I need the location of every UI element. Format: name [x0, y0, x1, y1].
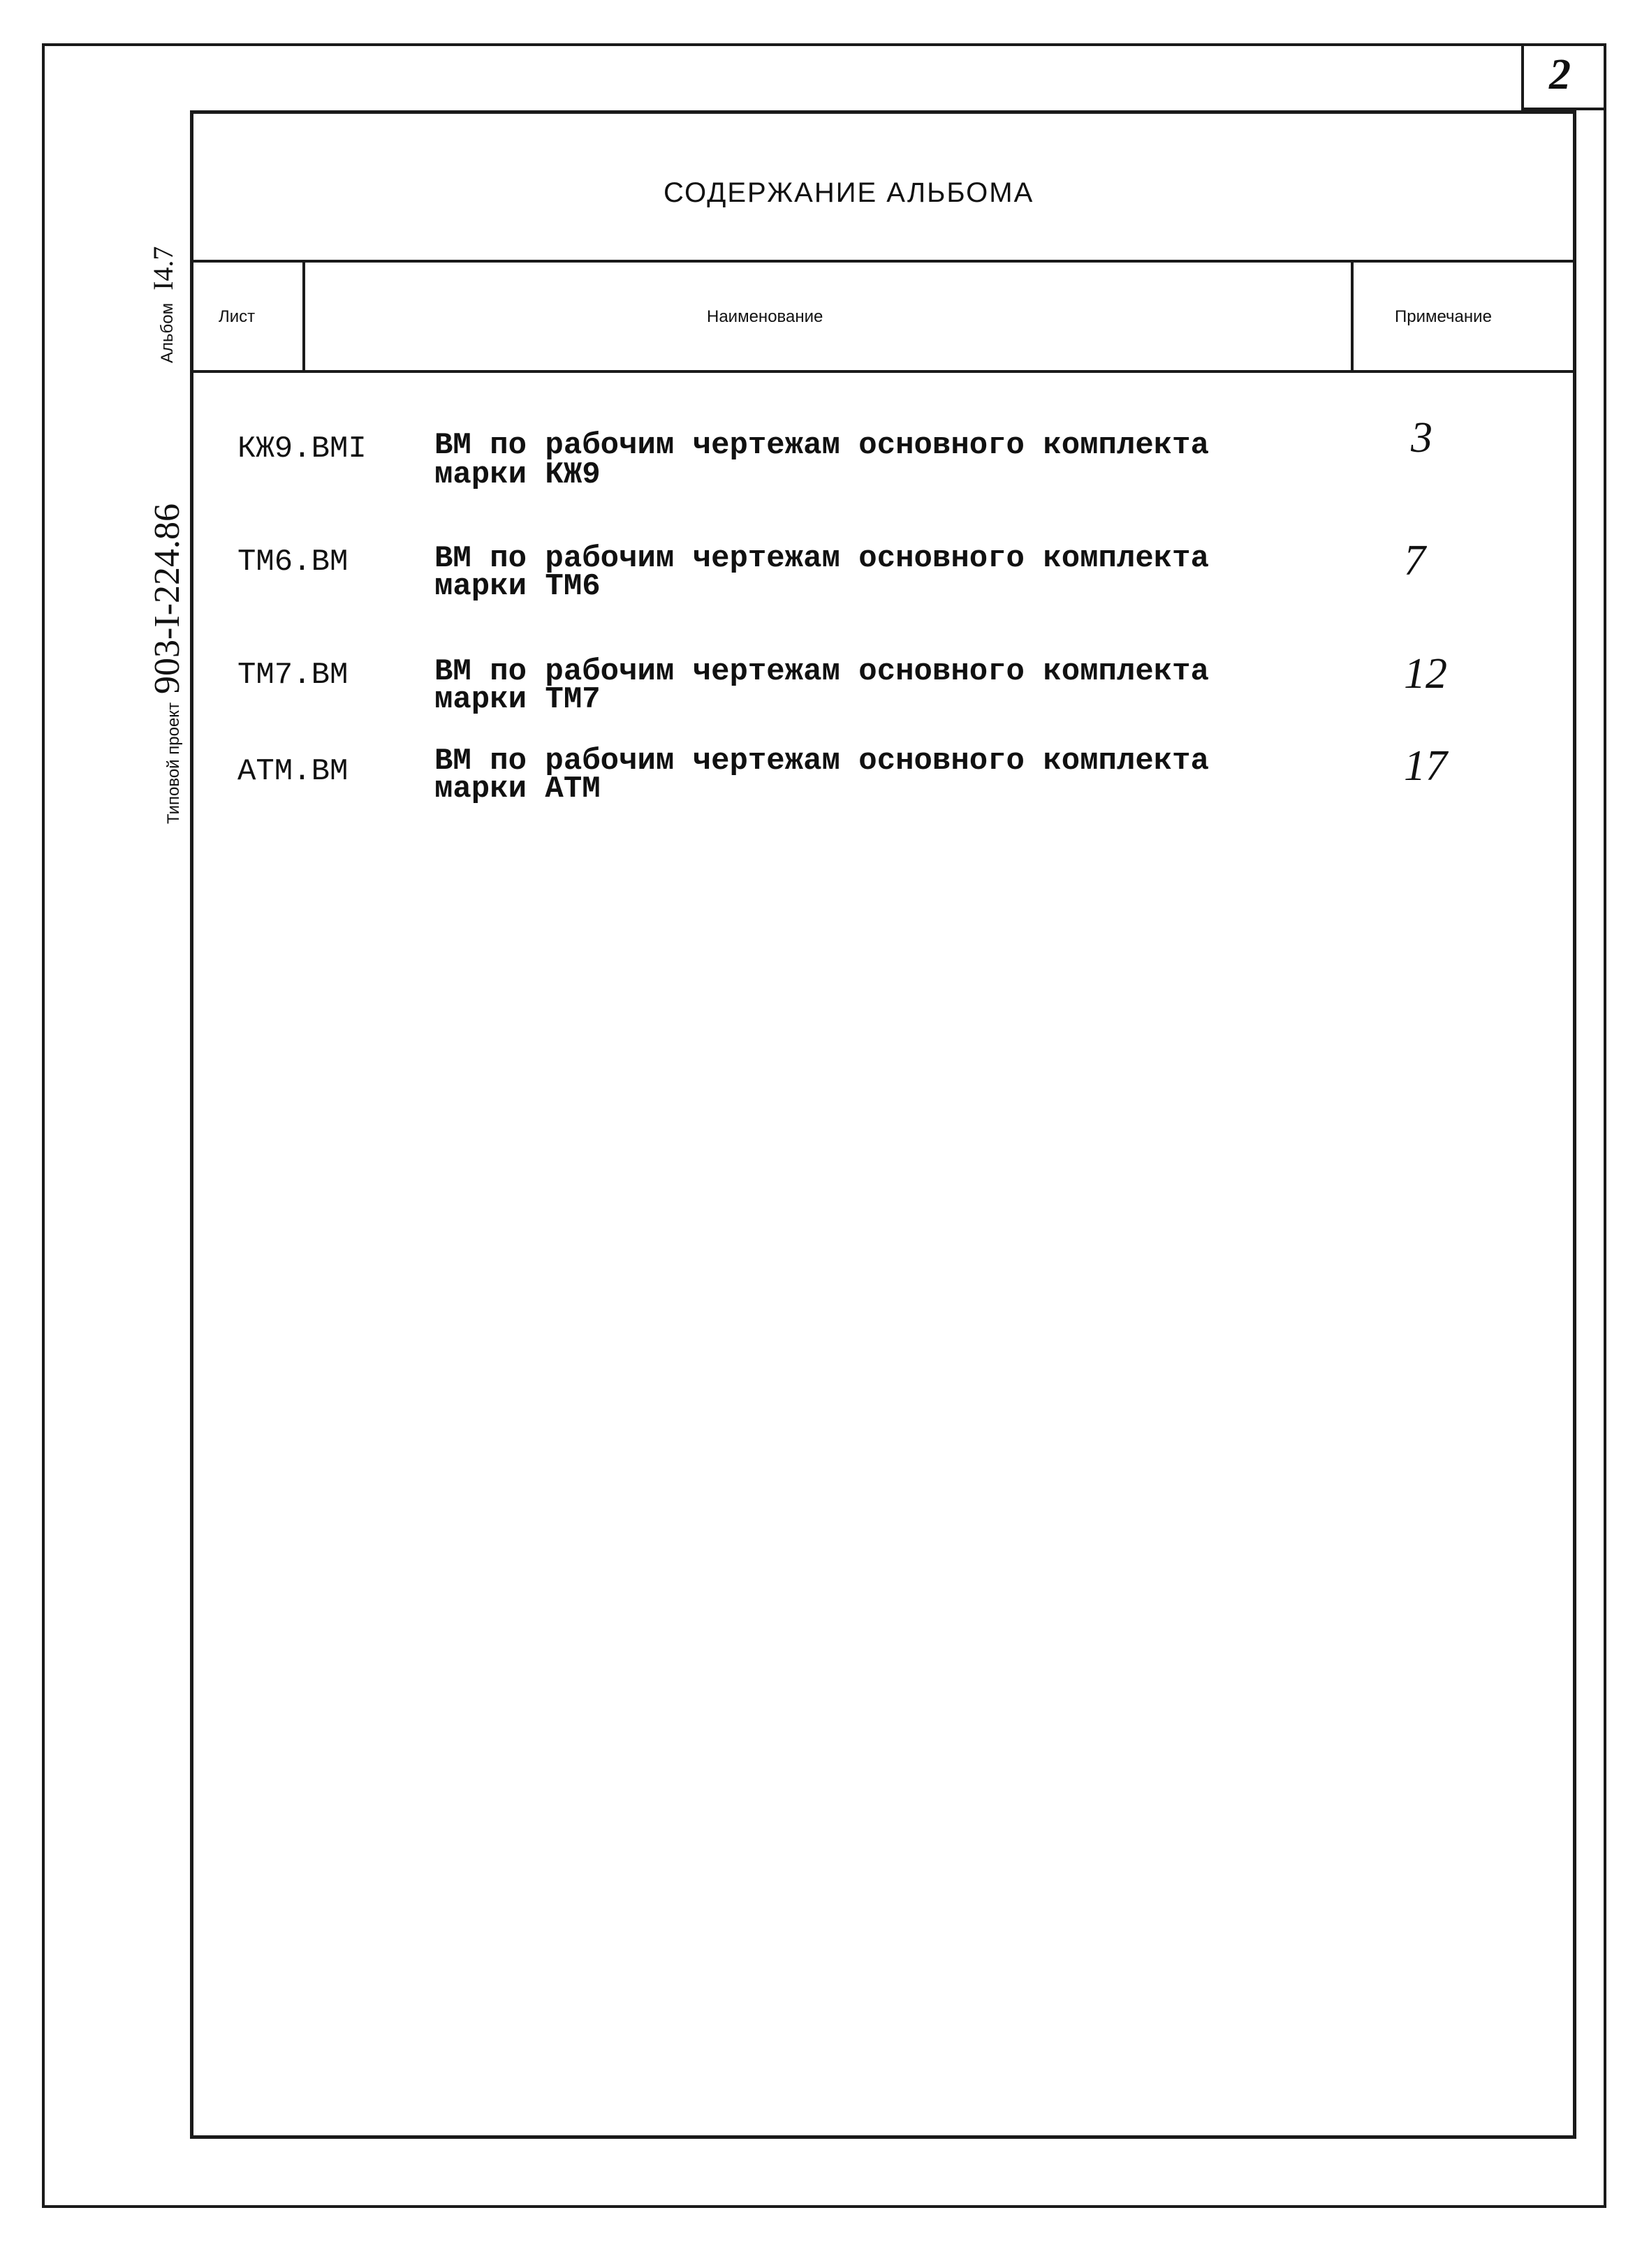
page-title: СОДЕРЖАНИЕ АЛЬБОМА	[664, 177, 1034, 208]
header-sheet: Лист	[219, 307, 256, 326]
project-stamp	[147, 126, 189, 824]
sheet-code: ТМ6.ВМ	[237, 545, 349, 580]
document-name-line2: марки ТМ6	[434, 569, 601, 604]
project-label: Типовой проект	[164, 702, 183, 824]
table-header-row	[190, 261, 1576, 373]
page-reference: 3	[1411, 414, 1432, 462]
album-number: I4.7	[147, 246, 179, 290]
page-reference: 12	[1404, 650, 1447, 698]
document-name-line1: ВМ по рабочим чертежам основного комплекта	[434, 428, 1209, 463]
document-name-line2: марки ТМ7	[434, 682, 601, 717]
page-reference: 17	[1404, 742, 1447, 790]
document-name-line1: ВМ по рабочим чертежам основного комплекта	[434, 744, 1209, 779]
sheet-code: ТМ7.ВМ	[237, 658, 349, 693]
project-number: 903-I-224.86	[147, 503, 187, 694]
page-reference: 7	[1404, 537, 1426, 584]
sheet-code: АТМ.ВМ	[237, 754, 349, 789]
header-name: Наименование	[707, 307, 823, 326]
document-name-line2: марки КЖ9	[434, 457, 601, 492]
document-name-line1: ВМ по рабочим чертежам основного комплекта	[434, 541, 1209, 576]
document-name-line2: марки АТМ	[434, 772, 601, 807]
album-label: Альбом	[158, 302, 177, 363]
header-note: Примечание	[1395, 307, 1492, 326]
header-divider-note	[1351, 261, 1354, 373]
contents-frame	[190, 110, 1576, 2139]
header-divider-sheet	[302, 261, 305, 373]
page-number: 2	[1549, 51, 1571, 98]
sheet-code: КЖ9.ВМI	[237, 432, 367, 466]
document-name-line1: ВМ по рабочим чертежам основного комплекта	[434, 654, 1209, 689]
